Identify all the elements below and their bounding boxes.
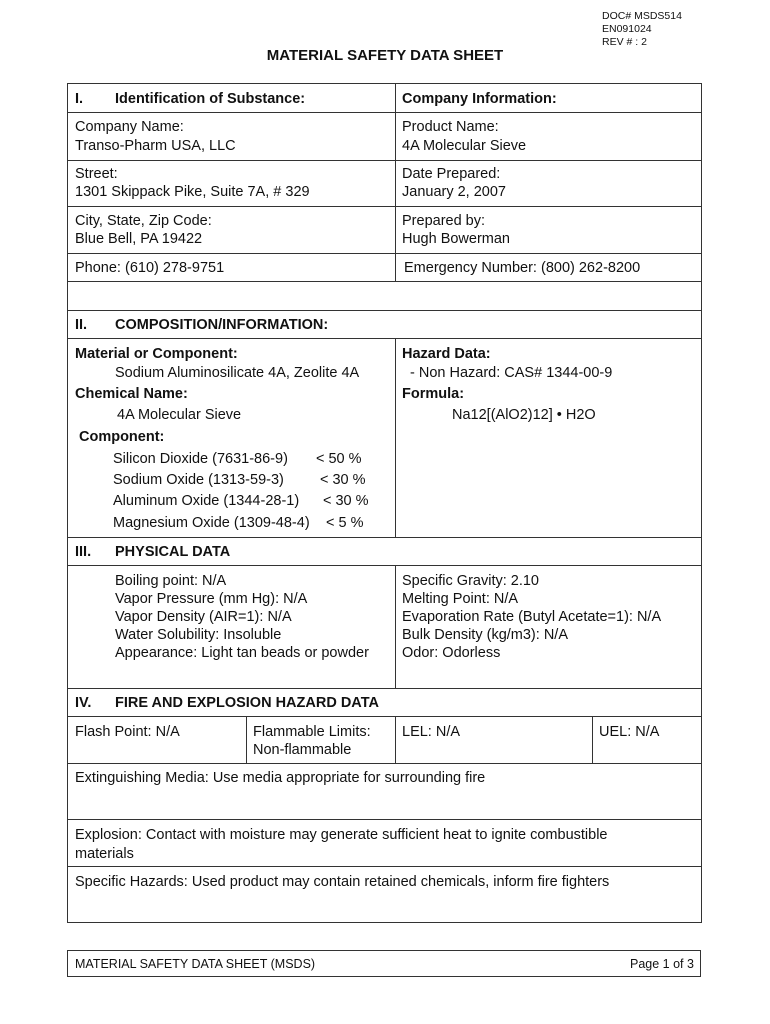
column-divider <box>395 338 396 537</box>
flash-point: Flash Point: N/A <box>75 724 180 740</box>
doc-number: DOC# MSDS514 <box>602 10 682 22</box>
physical-property: Appearance: Light tan beads or powder <box>115 645 369 661</box>
city: Blue Bell, PA 19422 <box>75 231 203 247</box>
section-1-numeral: I. <box>75 91 84 107</box>
flammable-limits: Non-flammable <box>253 742 352 758</box>
prepared-by: Hugh Bowerman <box>402 231 510 247</box>
extinguishing-media: Extinguishing Media: Use media appropriate for surrounding fire <box>75 770 486 786</box>
chemical-name: 4A Molecular Sieve <box>117 407 242 423</box>
column-divider <box>395 83 396 281</box>
row-divider <box>67 112 702 113</box>
component-value: < 50 % <box>316 451 362 467</box>
hazard-label: Hazard Data: <box>402 346 491 362</box>
section-2-numeral: II. <box>75 317 88 333</box>
section-4-numeral: IV. <box>75 695 92 711</box>
physical-property: Bulk Density (kg/m3): N/A <box>402 627 568 643</box>
uel: UEL: N/A <box>599 724 660 740</box>
page-title: MATERIAL SAFETY DATA SHEET <box>266 47 504 64</box>
formula: Na12[(AlO2)12] • H2O <box>452 407 596 423</box>
page-number: Page 1 of 3 <box>630 957 694 971</box>
physical-property: Water Solubility: Insoluble <box>115 627 282 643</box>
physical-property: Boiling point: N/A <box>115 573 227 589</box>
doc-code: EN091024 <box>602 23 652 35</box>
component-name: Aluminum Oxide (1344-28-1) <box>113 493 300 509</box>
row-divider <box>67 338 702 339</box>
row-divider <box>67 763 702 764</box>
physical-property: Evaporation Rate (Butyl Acetate=1): N/A <box>402 609 662 625</box>
phone: Phone: (610) 278-9751 <box>75 260 225 276</box>
date-prepared-label: Date Prepared: <box>402 166 501 182</box>
column-divider <box>395 716 396 763</box>
physical-property: Melting Point: N/A <box>402 591 519 607</box>
company-info-heading: Company Information: <box>402 91 557 107</box>
component-name: Magnesium Oxide (1309-48-4) <box>113 515 310 531</box>
document-info <box>602 10 682 49</box>
street-label: Street: <box>75 166 118 182</box>
formula-label: Formula: <box>402 386 465 402</box>
section-1-heading: Identification of Substance: <box>115 91 306 107</box>
flammable-limits-label: Flammable Limits: <box>253 724 371 740</box>
company-name-label: Company Name: <box>75 119 184 135</box>
physical-property: Specific Gravity: 2.10 <box>402 573 539 589</box>
row-divider <box>67 537 702 538</box>
column-divider <box>246 716 247 763</box>
row-divider <box>67 565 702 566</box>
component-label: Component: <box>79 429 165 445</box>
section-2-heading: COMPOSITION/INFORMATION: <box>115 317 329 333</box>
section-3-heading: PHYSICAL DATA <box>115 544 231 560</box>
component-name: Silicon Dioxide (7631-86-9) <box>113 451 288 467</box>
lel: LEL: N/A <box>402 724 461 740</box>
component-value: < 30 % <box>323 493 369 509</box>
material: Sodium Aluminosilicate 4A, Zeolite 4A <box>115 365 360 381</box>
date-prepared: January 2, 2007 <box>402 184 506 200</box>
company-name: Transo-Pharm USA, LLC <box>75 138 236 154</box>
row-divider <box>67 866 702 867</box>
product-name-label: Product Name: <box>402 119 499 135</box>
row-divider <box>67 160 702 161</box>
row-divider <box>67 716 702 717</box>
physical-property: Vapor Density (AIR=1): N/A <box>115 609 292 625</box>
explosion-text: Explosion: Contact with moisture may generate sufficient heat to ignite combustible <box>75 827 608 843</box>
physical-property: Vapor Pressure (mm Hg): N/A <box>115 591 308 607</box>
material-label: Material or Component: <box>75 346 238 362</box>
city-label: City, State, Zip Code: <box>75 213 212 229</box>
footer-title: MATERIAL SAFETY DATA SHEET (MSDS) <box>75 957 316 971</box>
doc-revision: REV # : 2 <box>602 36 647 48</box>
hazard-data: - Non Hazard: CAS# 1344-00-9 <box>410 365 613 381</box>
row-divider <box>67 310 702 311</box>
row-divider <box>67 819 702 820</box>
emergency-number: Emergency Number: (800) 262-8200 <box>404 260 641 276</box>
section-3-numeral: III. <box>75 544 92 560</box>
product-name: 4A Molecular Sieve <box>402 138 527 154</box>
component-value: < 5 % <box>326 515 364 531</box>
column-divider <box>592 716 593 763</box>
street: 1301 Skippack Pike, Suite 7A, # 329 <box>75 184 310 200</box>
section-4-heading: FIRE AND EXPLOSION HAZARD DATA <box>115 695 379 711</box>
component-name: Sodium Oxide (1313-59-3) <box>113 472 284 488</box>
prepared-by-label: Prepared by: <box>402 213 486 229</box>
component-value: < 30 % <box>320 472 366 488</box>
physical-property: Odor: Odorless <box>402 645 501 661</box>
chemical-label: Chemical Name: <box>75 386 188 402</box>
row-divider <box>67 206 702 207</box>
explosion-text-continued: materials <box>75 846 134 862</box>
specific-hazards: Specific Hazards: Used product may contain retained chemicals, inform fire fighters <box>75 874 610 890</box>
row-divider <box>67 253 702 254</box>
row-divider <box>67 281 702 282</box>
column-divider <box>395 565 396 688</box>
row-divider <box>67 688 702 689</box>
